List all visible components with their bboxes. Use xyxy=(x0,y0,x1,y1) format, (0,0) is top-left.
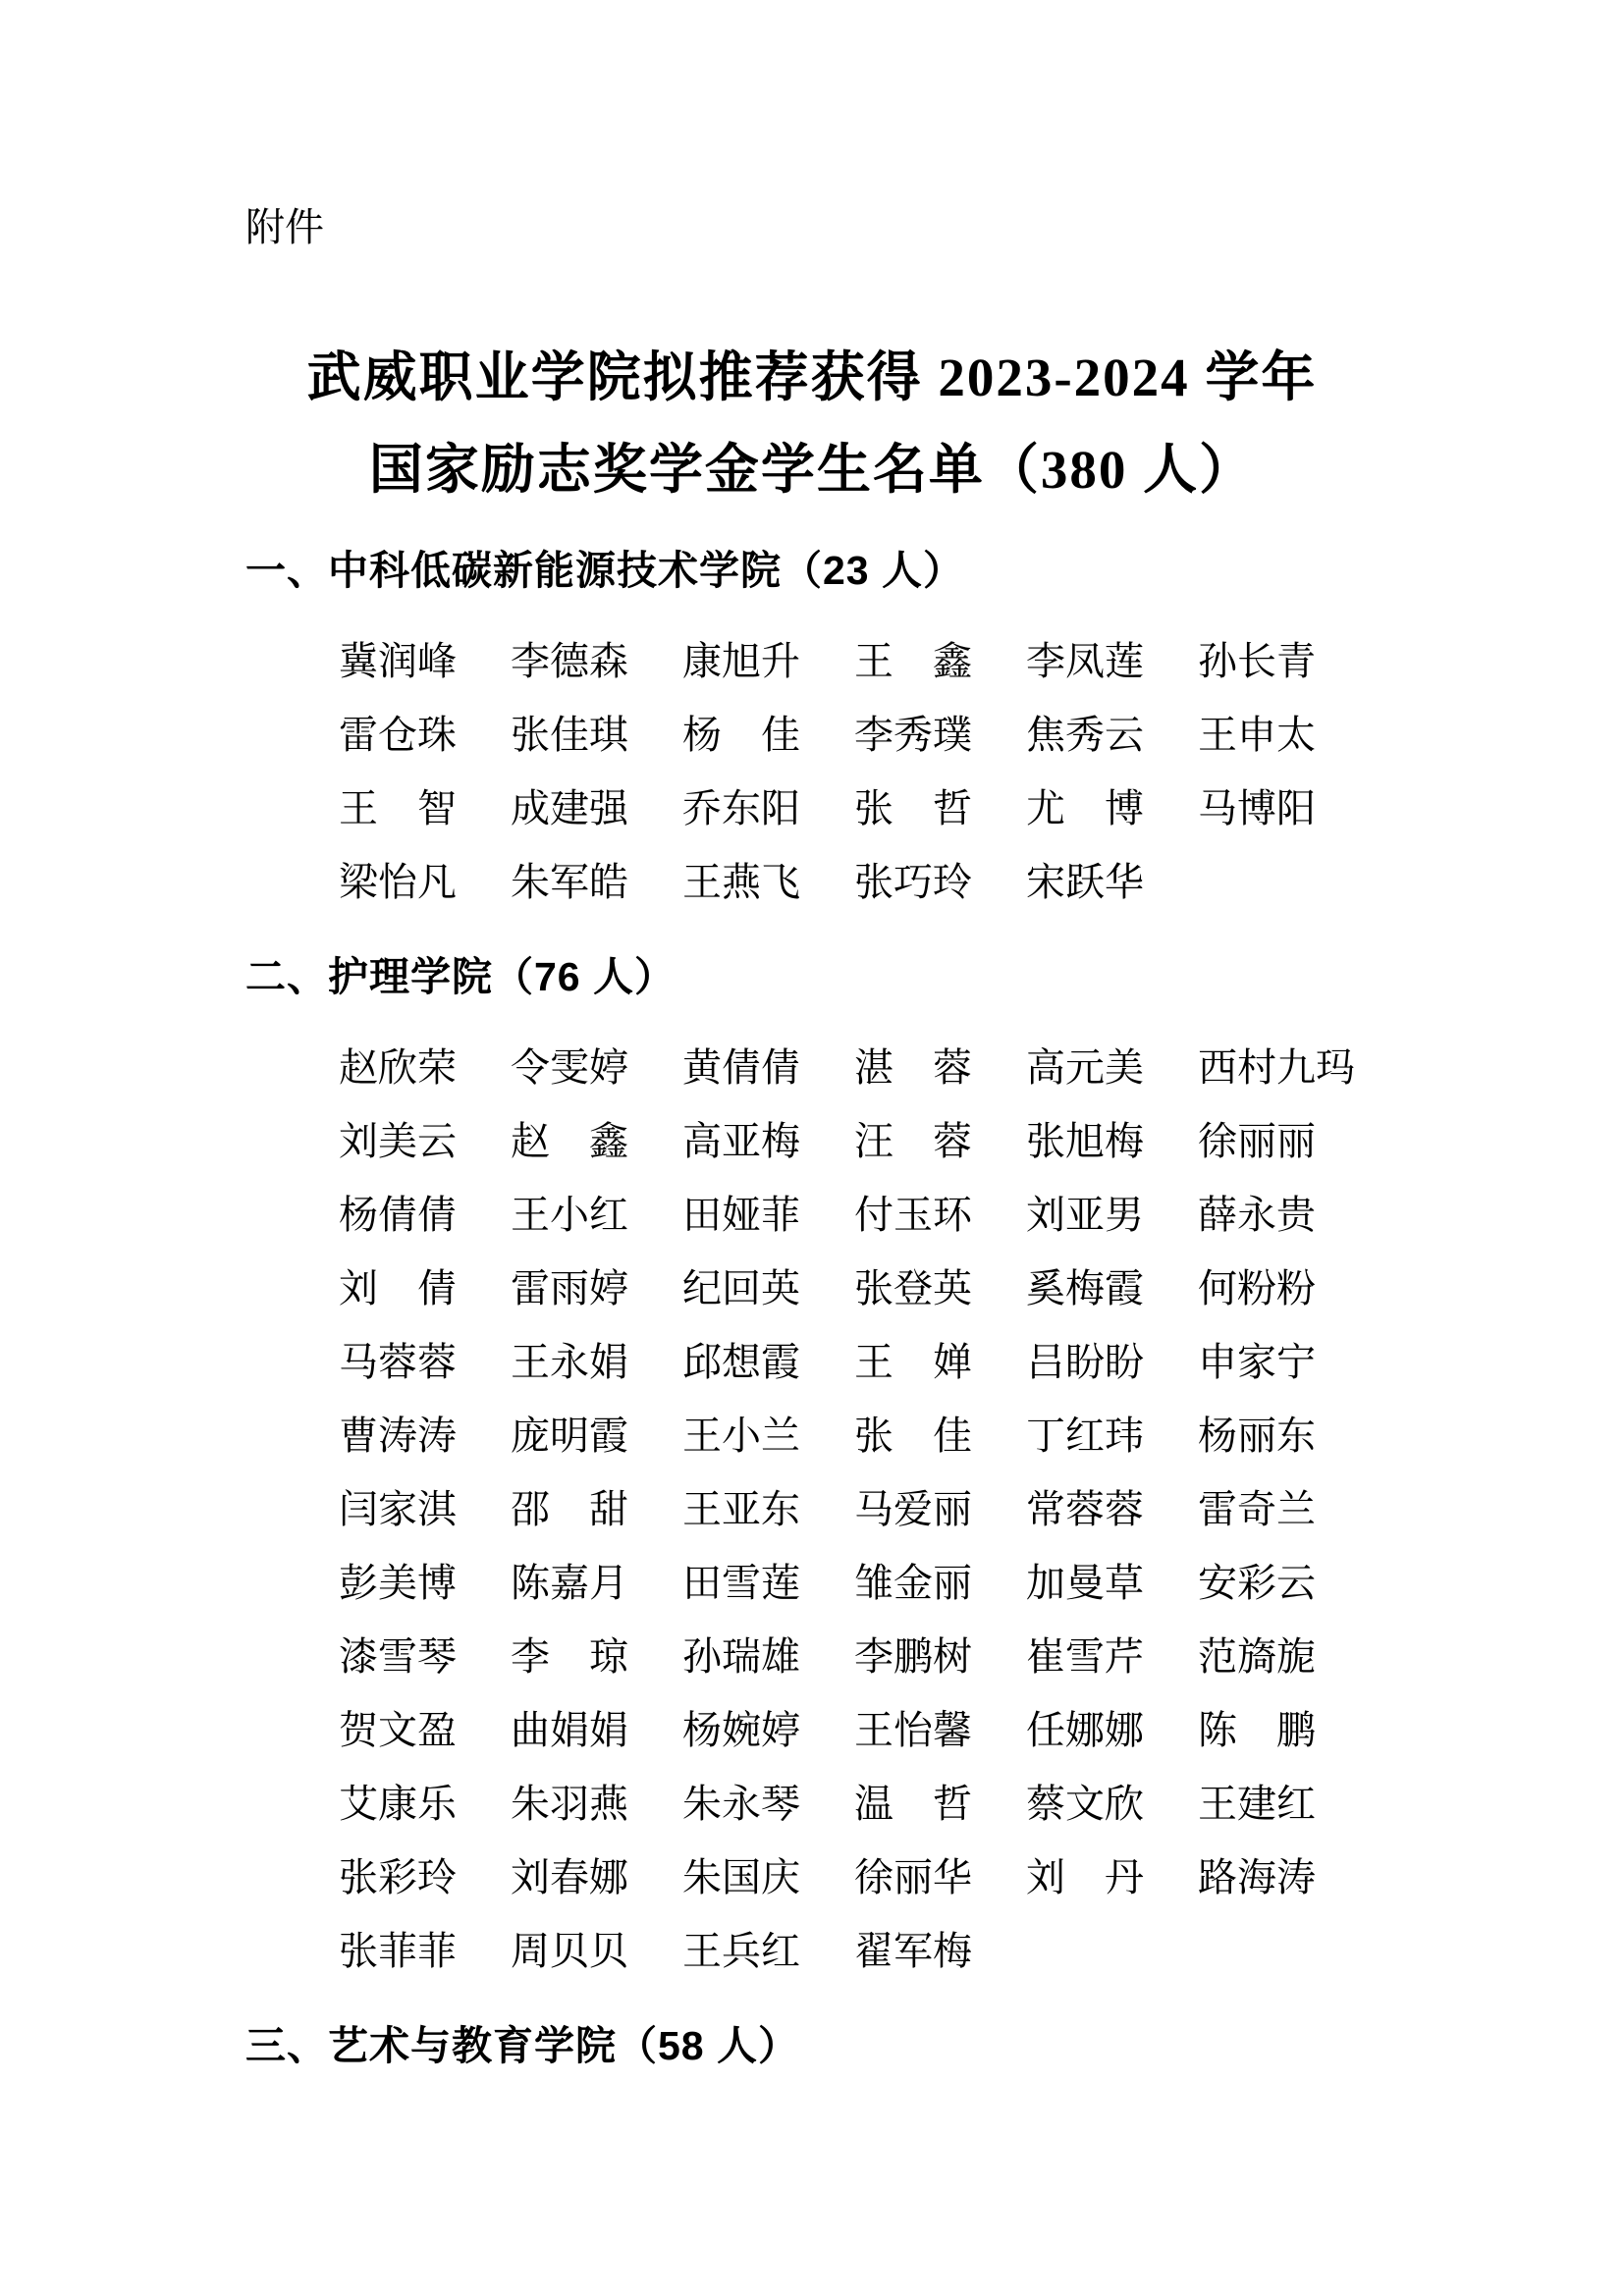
student-name: 徐丽丽 xyxy=(1198,1119,1316,1163)
student-name: 马博阳 xyxy=(1198,786,1316,830)
student-name: 赵欣荣 xyxy=(339,1045,457,1090)
student-name: 李凤莲 xyxy=(1026,639,1144,683)
student-name: 田娅菲 xyxy=(682,1193,800,1237)
name-row xyxy=(0,1031,1624,1104)
student-name: 王申太 xyxy=(1198,713,1316,757)
student-name: 温 哲 xyxy=(854,1782,972,1826)
name-row xyxy=(0,1767,1624,1841)
student-name: 陈 鹏 xyxy=(1198,1708,1316,1752)
student-name: 孙长青 xyxy=(1198,639,1316,683)
student-name: 朱军皓 xyxy=(511,860,628,904)
student-name: 张 佳 xyxy=(854,1414,972,1458)
name-row xyxy=(0,1914,1624,1988)
student-name: 王燕飞 xyxy=(682,860,800,904)
section-heading: 三、艺术与教育学院（58 人） xyxy=(245,2023,799,2068)
student-name: 李秀璞 xyxy=(854,713,972,757)
document-title-line2: 国家励志奖学金学生名单（380 人） xyxy=(368,440,1256,500)
name-row xyxy=(0,1620,1624,1693)
student-name: 王 智 xyxy=(339,786,457,830)
student-name: 高亚梅 xyxy=(682,1119,800,1163)
name-row xyxy=(0,845,1624,919)
student-name: 王 鑫 xyxy=(854,639,972,683)
student-name: 刘美云 xyxy=(339,1119,457,1163)
student-name-sections xyxy=(0,538,1624,2100)
student-name: 杨 佳 xyxy=(682,713,800,757)
student-name: 马蓉蓉 xyxy=(339,1340,457,1384)
student-name: 焦秀云 xyxy=(1026,713,1144,757)
student-name: 范旖旎 xyxy=(1198,1634,1316,1679)
student-name: 刘春娜 xyxy=(511,1855,628,1899)
name-row xyxy=(0,1325,1624,1399)
student-name: 湛 蓉 xyxy=(854,1045,972,1090)
student-name: 李鹏树 xyxy=(854,1634,972,1679)
student-name: 闫家淇 xyxy=(339,1487,457,1531)
student-name: 陈嘉月 xyxy=(511,1561,628,1605)
student-name: 张 哲 xyxy=(854,786,972,830)
student-name: 李德森 xyxy=(511,639,628,683)
student-name: 艾康乐 xyxy=(339,1782,457,1826)
student-name: 常蓉蓉 xyxy=(1026,1487,1144,1531)
student-name: 李 琼 xyxy=(511,1634,628,1679)
name-row xyxy=(0,1841,1624,1914)
student-name: 孙瑞雄 xyxy=(682,1634,800,1679)
student-name: 令雯婷 xyxy=(511,1045,628,1090)
student-name: 张彩玲 xyxy=(339,1855,457,1899)
student-name: 朱羽燕 xyxy=(511,1782,628,1826)
student-name: 宋跃华 xyxy=(1026,860,1144,904)
student-name: 王怡馨 xyxy=(854,1708,972,1752)
student-name: 奚梅霞 xyxy=(1026,1266,1144,1310)
name-row xyxy=(0,1252,1624,1325)
student-name: 雷奇兰 xyxy=(1198,1487,1316,1531)
student-name: 加曼草 xyxy=(1026,1561,1144,1605)
student-name: 雷雨婷 xyxy=(511,1266,628,1310)
student-name: 杨婉婷 xyxy=(682,1708,800,1752)
student-name: 贺文盈 xyxy=(339,1708,457,1752)
student-name: 西村九玛 xyxy=(1198,1045,1355,1090)
student-name: 梁怡凡 xyxy=(339,860,457,904)
attachment-label: 附件 xyxy=(245,206,324,249)
name-row xyxy=(0,698,1624,772)
student-name: 张巧玲 xyxy=(854,860,972,904)
student-name: 黄倩倩 xyxy=(682,1045,800,1090)
student-name: 王永娟 xyxy=(511,1340,628,1384)
student-name: 王小红 xyxy=(511,1193,628,1237)
student-name: 邱想霞 xyxy=(682,1340,800,1384)
document-title-line1: 武威职业学院拟推荐获得 2023-2024 学年 xyxy=(306,347,1318,407)
student-name: 赵 鑫 xyxy=(511,1119,628,1163)
name-row xyxy=(0,1399,1624,1472)
student-name: 雏金丽 xyxy=(854,1561,972,1605)
student-name: 朱永琴 xyxy=(682,1782,800,1826)
student-name: 康旭升 xyxy=(682,639,800,683)
student-name: 田雪莲 xyxy=(682,1561,800,1605)
student-name: 乔东阳 xyxy=(682,786,800,830)
name-row xyxy=(0,1104,1624,1178)
student-name: 成建强 xyxy=(511,786,628,830)
name-row xyxy=(0,1546,1624,1620)
student-name: 王兵红 xyxy=(682,1929,800,1973)
student-name: 丁红玮 xyxy=(1026,1414,1144,1458)
name-row xyxy=(0,772,1624,845)
student-name: 周贝贝 xyxy=(511,1929,628,1973)
student-name: 汪 蓉 xyxy=(854,1119,972,1163)
student-name: 刘亚男 xyxy=(1026,1193,1144,1237)
student-name: 曹涛涛 xyxy=(339,1414,457,1458)
student-name: 蔡文欣 xyxy=(1026,1782,1144,1826)
student-name: 王小兰 xyxy=(682,1414,800,1458)
section-heading: 一、中科低碳新能源技术学院（23 人） xyxy=(245,548,964,593)
student-name: 刘 丹 xyxy=(1026,1855,1144,1899)
student-name: 刘 倩 xyxy=(339,1266,457,1310)
student-name: 邵 甜 xyxy=(511,1487,628,1531)
student-name: 申家宁 xyxy=(1198,1340,1316,1384)
student-name: 安彩云 xyxy=(1198,1561,1316,1605)
student-name: 付玉环 xyxy=(854,1193,972,1237)
student-name: 王 婵 xyxy=(854,1340,972,1384)
student-name: 杨倩倩 xyxy=(339,1193,457,1237)
student-name: 纪回英 xyxy=(682,1266,800,1310)
name-row xyxy=(0,1693,1624,1767)
student-name: 张登英 xyxy=(854,1266,972,1310)
student-name: 曲娟娟 xyxy=(511,1708,628,1752)
name-row xyxy=(0,1472,1624,1546)
student-name: 尤 博 xyxy=(1026,786,1144,830)
student-name: 张旭梅 xyxy=(1026,1119,1144,1163)
student-name: 张佳琪 xyxy=(511,713,628,757)
student-name: 薛永贵 xyxy=(1198,1193,1316,1237)
student-name: 朱国庆 xyxy=(682,1855,800,1899)
student-name: 崔雪芹 xyxy=(1026,1634,1144,1679)
name-row xyxy=(0,1178,1624,1252)
document-title xyxy=(0,332,1624,516)
student-name: 任娜娜 xyxy=(1026,1708,1144,1752)
student-name: 彭美博 xyxy=(339,1561,457,1605)
student-name: 张菲菲 xyxy=(339,1929,457,1973)
student-name: 徐丽华 xyxy=(854,1855,972,1899)
section-heading: 二、护理学院（76 人） xyxy=(245,954,676,999)
student-name: 庞明霞 xyxy=(511,1414,628,1458)
student-name: 漆雪琴 xyxy=(339,1634,457,1679)
student-name: 路海涛 xyxy=(1198,1855,1316,1899)
student-name: 吕盼盼 xyxy=(1026,1340,1144,1384)
student-name: 何粉粉 xyxy=(1198,1266,1316,1310)
student-name: 高元美 xyxy=(1026,1045,1144,1090)
student-name: 翟军梅 xyxy=(854,1929,972,1973)
student-name: 杨丽东 xyxy=(1198,1414,1316,1458)
student-name: 王亚东 xyxy=(682,1487,800,1531)
student-name: 王建红 xyxy=(1198,1782,1316,1826)
student-name: 雷仓珠 xyxy=(339,713,457,757)
student-name: 马爱丽 xyxy=(854,1487,972,1531)
name-row xyxy=(0,624,1624,698)
student-name: 冀润峰 xyxy=(339,639,457,683)
